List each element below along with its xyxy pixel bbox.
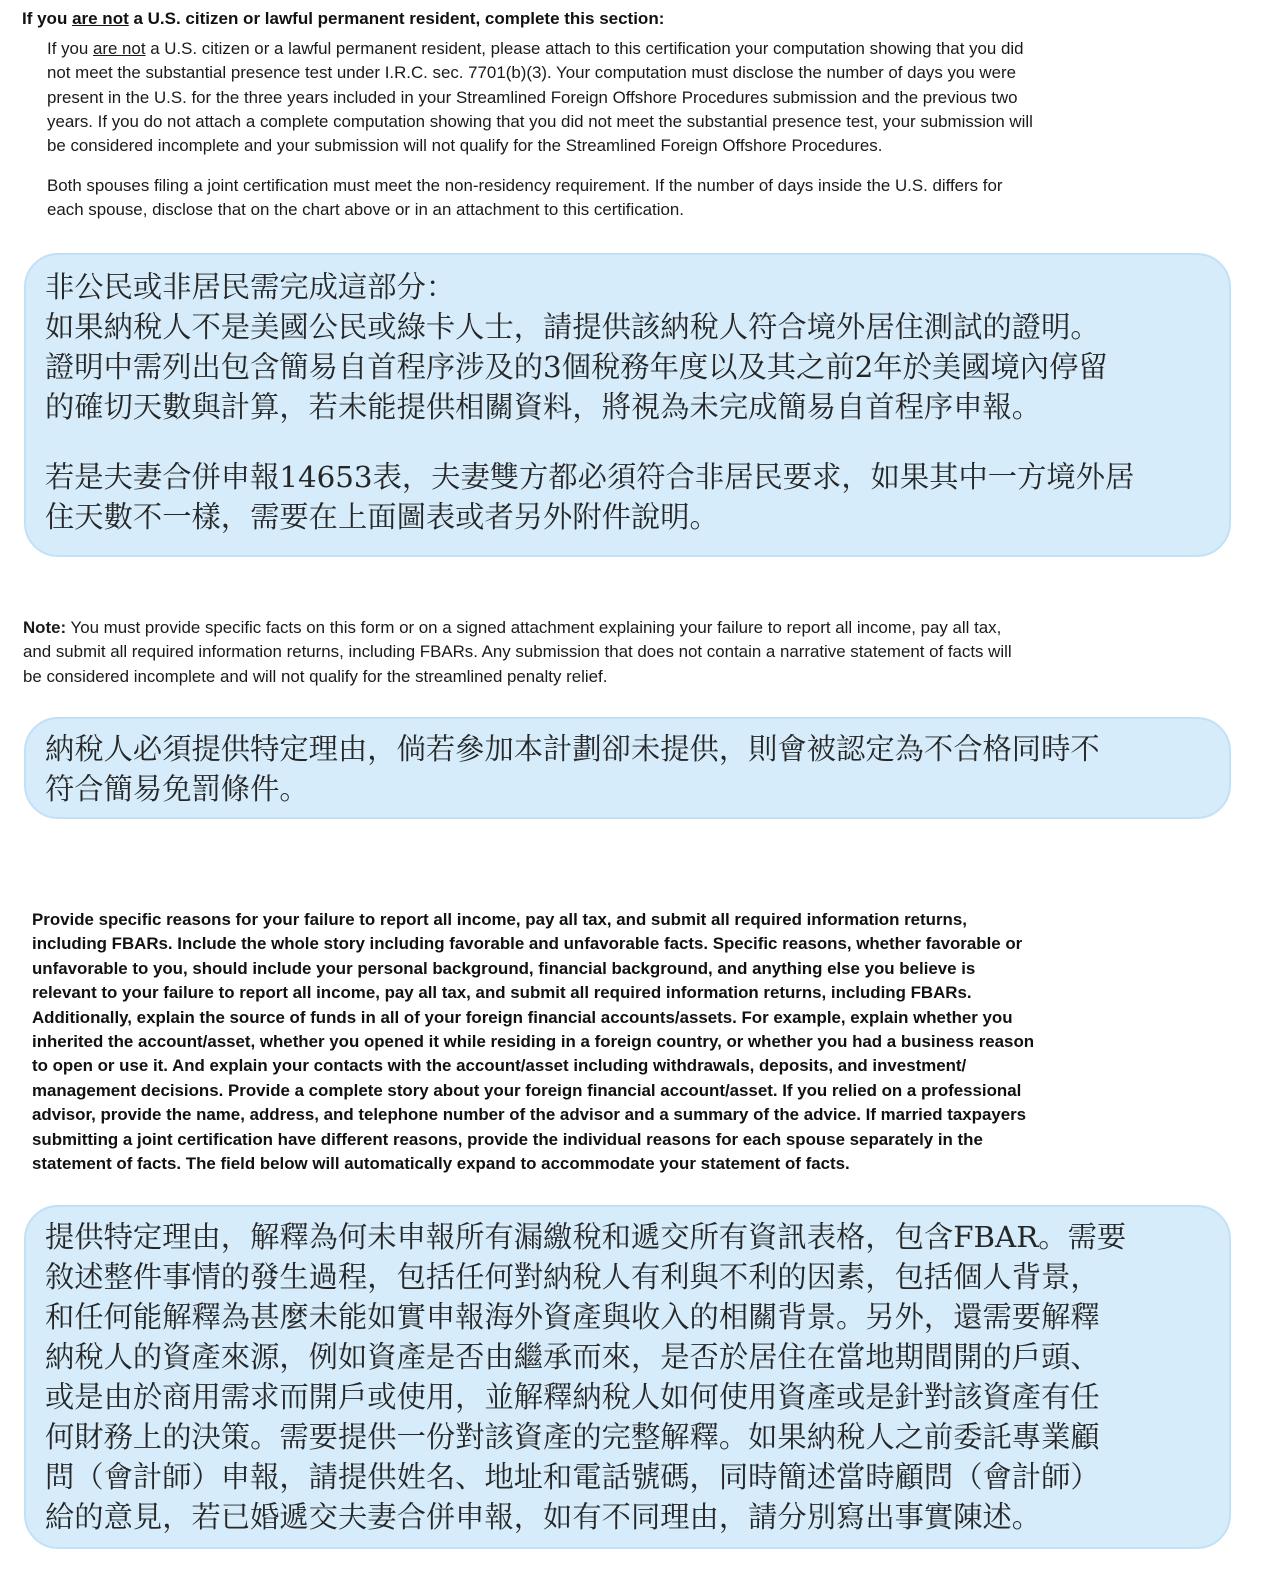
section-heading <box>22 8 1262 30</box>
line-underlined: are not <box>92 39 146 58</box>
paragraph-line: Additionally, explain the source of funds in all of your foreign financial accounts/assets. For example, explain whether you <box>32 1007 1013 1027</box>
translation-line: 符合簡易免罰條件。 <box>45 772 309 806</box>
line-suffix: a U.S. citizen or a lawful permanent resident, please attach to this certification your computation showing that you did <box>145 39 1024 58</box>
paragraph-line: and submit all required information returns, including FBARs. Any submission that does not contain a narrative statement of facts will <box>23 642 1012 662</box>
heading-prefix: If you <box>22 9 73 28</box>
translation-line: 納稅人的資產來源，例如資產是否由繼承而來，是否於居住在當地期間開的戶頭、 <box>45 1340 1100 1374</box>
paragraph-line: inherited the account/asset, whether you opened it while residing in a foreign country, or whether you had a business reason <box>32 1032 1035 1052</box>
translation-line: 給的意見，若已婚遞交夫妻合併申報，如有不同理由，請分別寫出事實陳述。 <box>45 1500 1042 1534</box>
nonresident-paragraph <box>47 37 1257 158</box>
paragraph-line: unfavorable to you, should include your personal background, financial background, and anything else you believe is <box>32 958 976 978</box>
paragraph-line: Provide specific reasons for your failure to report all income, pay all tax, and submit all required information returns, <box>32 910 967 929</box>
paragraph-line <box>47 37 1257 61</box>
paragraph-line: advisor, provide the name, address, and telephone number of the advisor and a summary of the advice. If married taxpayers <box>32 1105 1027 1125</box>
paragraph-line: not meet the substantial presence test under I.R.C. sec. 7701(b)(3). Your computation must disclose the number of days you were <box>47 63 1016 83</box>
translation-line: 住天數不一樣，需要在上面圖表或者另外附件說明。 <box>45 500 719 534</box>
translation-line: 的確切天數與計算，若未能提供相關資料，將視為未完成簡易自首程序申報。 <box>45 390 1042 424</box>
translation-line: 或是由於商用需求而開戶或使用，並解釋納稅人如何使用資產或是針對該資產有任 <box>45 1380 1100 1414</box>
translation-line: 如果納稅人不是美國公民或綠卡人士，請提供該納稅人符合境外居住測試的證明。 <box>45 310 1100 344</box>
paragraph-line: relevant to your failure to report all income, pay all tax, and submit all required information returns, including FBARs. <box>32 983 972 1003</box>
spouses-paragraph <box>47 174 1257 223</box>
line-text: You must provide specific facts on this form or on a signed attachment explaining your failure to report all income, pay all tax, <box>66 618 1002 637</box>
paragraph-line: be considered incomplete and your submission will not qualify for the Streamlined Foreign Offshore Procedures. <box>47 136 883 156</box>
paragraph-gap <box>45 427 1229 457</box>
paragraph-line: statement of facts. The field below will automatically expand to accommodate your statement of facts. <box>32 1154 850 1174</box>
paragraph-line: including FBARs. Include the whole story including favorable and unfavorable facts. Specific reasons, whether favorable or <box>32 934 1023 954</box>
paragraph-line: present in the U.S. for the three years included in your Streamlined Foreign Offshore Procedures submission and the previous two <box>47 87 1018 107</box>
translation-line: 納稅人必須提供特定理由，倘若參加本計劃卻未提供，則會被認定為不合格同時不 <box>45 732 1100 766</box>
translation-line: 提供特定理由，解釋為何未申報所有漏繳稅和遞交所有資訊表格，包含FBAR。需要 <box>45 1220 1127 1254</box>
translation-line: 敘述整件事情的發生過程，包括任何對納稅人有利與不利的因素，包括個人背景， <box>45 1260 1100 1294</box>
paragraph-line: each spouse, disclose that on the chart above or in an attachment to this certification. <box>47 200 684 220</box>
heading-suffix: a U.S. citizen or lawful permanent resident, complete this section: <box>128 9 665 28</box>
translation-line: 若是夫妻合併申報14653表，夫妻雙方都必須符合非居民要求，如果其中一方境外居 <box>45 460 1135 494</box>
paragraph-line: submitting a joint certification have different reasons, provide the individual reasons for each spouse separately in the <box>32 1129 983 1149</box>
note-label: Note: <box>23 618 67 637</box>
translation-line: 和任何能解釋為甚麼未能如實申報海外資產與收入的相關背景。另外，還需要解釋 <box>45 1300 1100 1334</box>
paragraph-line: Both spouses filing a joint certification must meet the non-residency requirement. If the number of days inside the U.S. differs for <box>47 176 1003 195</box>
line-prefix: If you <box>47 39 93 58</box>
translation-line: 證明中需列出包含簡易自首程序涉及的3個稅務年度以及其之前2年於美國境內停留 <box>45 350 1108 384</box>
paragraph-line: to open or use it. And explain your contacts with the account/asset including withdrawals, deposits, and investment/ <box>32 1056 967 1076</box>
paragraph-line: be considered incomplete and will not qualify for the streamlined penalty relief. <box>23 666 608 686</box>
note-paragraph <box>23 616 1263 689</box>
heading-underlined: are not <box>72 9 129 28</box>
paragraph-line <box>23 616 1263 640</box>
reasons-paragraph <box>32 908 1262 1176</box>
translation-box-note <box>24 717 1231 819</box>
paragraph-line: years. If you do not attach a complete computation showing that you did not meet the substantial presence test, your submission will <box>47 111 1033 131</box>
translation-line: 何財務上的決策。需要提供一份對該資產的完整解釋。如果納稅人之前委託專業顧 <box>45 1420 1100 1454</box>
translation-box-reasons <box>24 1205 1231 1549</box>
translation-line: 問（會計師）申報，請提供姓名、地址和電話號碼，同時簡述當時顧問（會計師） <box>45 1460 1100 1494</box>
translation-box-nonresident <box>24 253 1231 557</box>
paragraph-line: management decisions. Provide a complete story about your foreign financial account/asset. If you relied on a professional <box>32 1080 1022 1100</box>
translation-line: 非公民或非居民需完成這部分： <box>45 270 456 304</box>
